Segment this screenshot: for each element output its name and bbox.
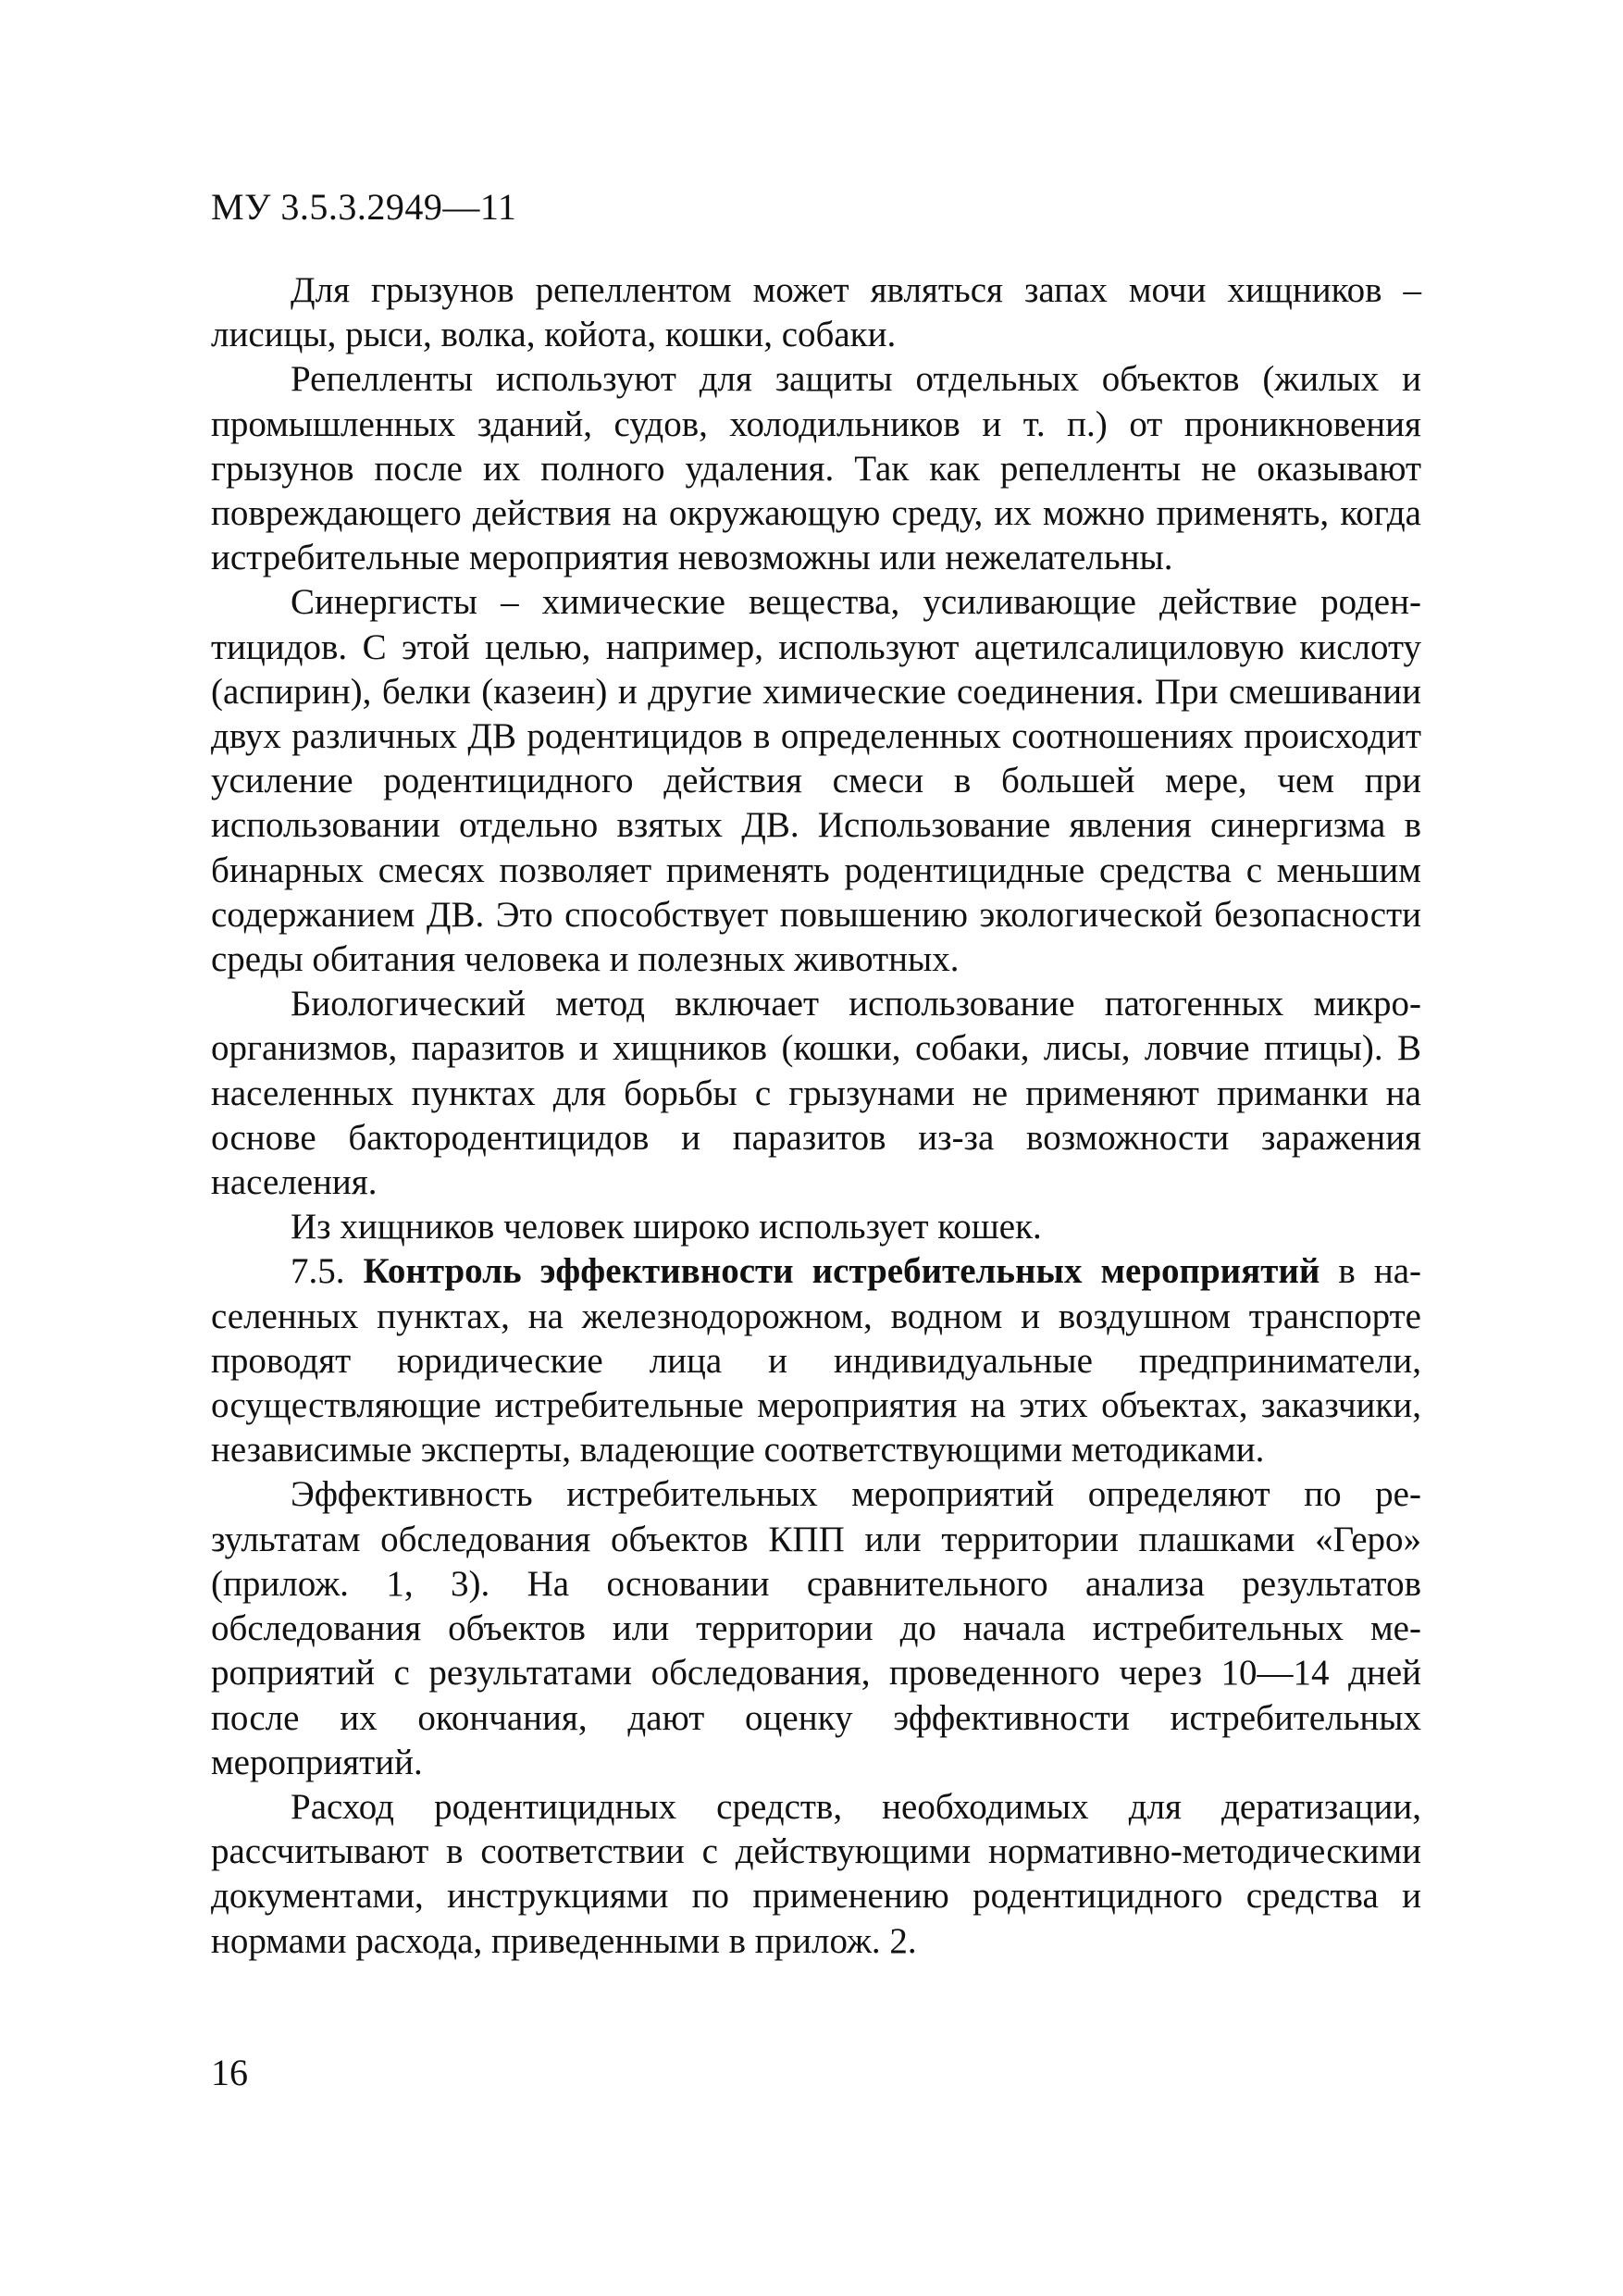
section-heading: Контроль эффективности истребительных мероприятий xyxy=(363,1251,1320,1292)
paragraph-synergists: Синергисты – химические вещества, усиливающие действие родентицидов. С этой целью, например, используют ацетилсалициловую кислоту (аспирин), белки (казеин) и другие химические соединения. При смешивании двух различных ДВ родентицидов в определенных соотношениях происходит усиление родентицидного действия смеси в большей мере, чем при использовании отдельно взятых ДВ. Использование явления синергизма в бинарных смесях позволяет применять родентицидные средства с меньшим содержанием ДВ. Это способствует повышению экологической безопасности среды обитания человека и полезных животных. xyxy=(211,582,1421,980)
document-code-header: МУ 3.5.3.2949—11 xyxy=(211,186,517,228)
paragraph-repellent-usage: Репелленты используют для защиты отдельных объектов (жилых и промышленных зданий, судов, холодильников и т. п.) от проникновения грызунов после их полного удаления. Так как репелленты не оказывают повреждающего действия на окружающую среду, их можно применять, когда истребительные мероприятия невозможны или нежелательны. xyxy=(211,359,1421,578)
body-text xyxy=(211,268,1421,1964)
paragraph-repellent-odor: Для грызунов репеллентом может являться запах мочи хищников – лисицы, рыси, волка, койота, кошки, собаки. xyxy=(211,270,1421,355)
paragraph-efficiency: Эффективность истребительных мероприятий определяют по результатам обследования объектов КПП или территории плашками «Геро» (прилож. 1, 3). На основании сравнительного анализа результатов обследования объектов или территории до начала истребительных мероприятий с результатами обследования, проведенного через 10—14 дней после их окончания, дают оценку эффективности истребительных мероприятий. xyxy=(211,1474,1421,1782)
paragraph-section-7-5 xyxy=(211,1249,1421,1472)
section-number: 7.5. xyxy=(291,1251,345,1292)
paragraph-predators: Из хищников человек широко использует кошек. xyxy=(291,1207,1042,1247)
section-text: в населенных пунктах, на железнодорожном, водном и воздушном транспорте проводят юридические лица и индивидуальные предприниматели, осуществляющие истребительные мероприятия на этих объектах, заказчики, независимые эксперты, владеющие соответствующими методиками. xyxy=(211,1251,1422,1471)
page-number: 16 xyxy=(211,2052,248,2093)
paragraph-consumption: Расход родентицидных средств, необходимых для дератизации, рассчитывают в соответствии с действующими нормативно-методическими документами, инструкциями по применению родентицидного средства и нормами расхода, приведенными в прилож. 2. xyxy=(211,1786,1421,1961)
paragraph-biological-method: Биологический метод включает использование патогенных микроорганизмов, паразитов и хищников (кошки, собаки, лисы, ловчие птицы). В населенных пунктах для борьбы с грызунами не применяют приманки на основе бактородентицидов и паразитов из-за возможности заражения населения. xyxy=(211,984,1421,1203)
